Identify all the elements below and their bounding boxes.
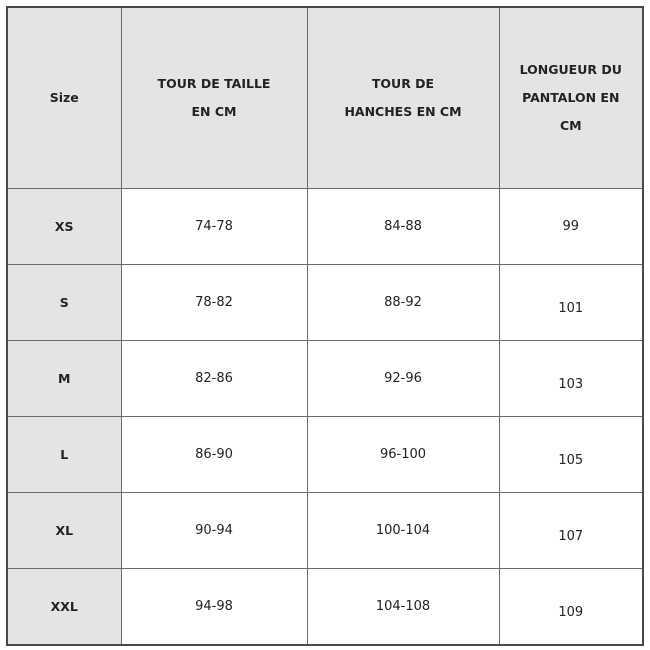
table-row <box>7 569 643 646</box>
waist-cell: 94-98 <box>121 569 307 646</box>
size-cell: L <box>7 417 121 493</box>
length-cell <box>499 417 643 493</box>
waist-cell: 74-78 <box>121 189 307 265</box>
hips-cell: 96-100 <box>307 417 499 493</box>
size-cell: XL <box>7 493 121 569</box>
length-cell <box>499 569 643 646</box>
waist-cell: 90-94 <box>121 493 307 569</box>
size-cell: XXL <box>7 569 121 646</box>
hips-cell: 92-96 <box>307 341 499 417</box>
table-row <box>7 341 643 417</box>
header-waist-label: TOUR DE TAILLE EN CM <box>157 76 271 119</box>
length-value: 101 <box>558 301 584 316</box>
table-row <box>7 189 643 265</box>
length-value: 107 <box>558 529 584 544</box>
header-size <box>7 7 121 189</box>
hips-cell: 104-108 <box>307 569 499 646</box>
header-waist <box>121 7 307 189</box>
header-size-label: Size <box>49 90 79 105</box>
header-hips-label: TOUR DE HANCHES EN CM <box>344 76 462 119</box>
hips-cell: 100-104 <box>307 493 499 569</box>
length-cell <box>499 189 643 265</box>
table-row <box>7 493 643 569</box>
header-hips <box>307 7 499 189</box>
length-value: 105 <box>558 453 584 468</box>
length-cell <box>499 265 643 341</box>
table-row <box>7 417 643 493</box>
header-length-label: LONGUEUR DU PANTALON EN CM <box>519 62 622 133</box>
table-row <box>7 265 643 341</box>
waist-cell: 86-90 <box>121 417 307 493</box>
waist-cell: 82-86 <box>121 341 307 417</box>
length-value: 109 <box>558 605 584 620</box>
length-cell <box>499 341 643 417</box>
header-row <box>7 7 643 189</box>
hips-cell: 88-92 <box>307 265 499 341</box>
size-cell: XS <box>7 189 121 265</box>
length-cell <box>499 493 643 569</box>
header-length <box>499 7 643 189</box>
length-value: 99 <box>562 219 580 234</box>
size-cell: M <box>7 341 121 417</box>
waist-cell: 78-82 <box>121 265 307 341</box>
length-value: 103 <box>558 377 584 392</box>
size-chart-table <box>6 6 644 646</box>
hips-cell: 84-88 <box>307 189 499 265</box>
size-cell: S <box>7 265 121 341</box>
